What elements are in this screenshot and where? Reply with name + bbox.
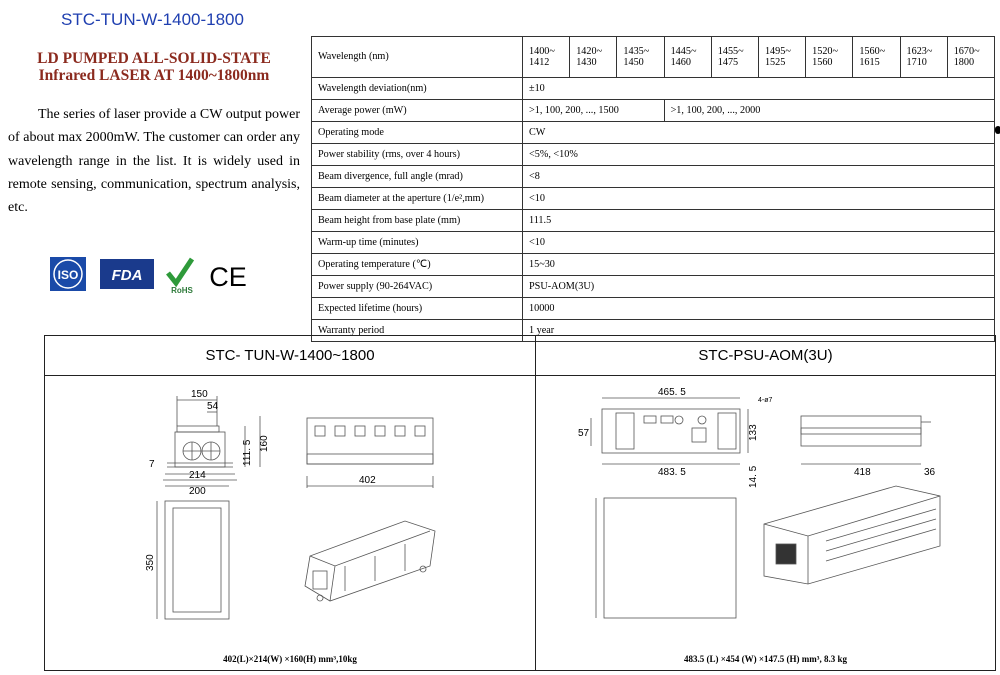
- wavelength-cell: 1435~ 1450: [617, 37, 664, 78]
- row-label: Operating mode: [312, 122, 523, 144]
- laser-caption: 402(L)×214(W) ×160(H) mm³,10kg: [223, 654, 357, 664]
- svg-text:FDA: FDA: [111, 267, 143, 284]
- row-label: Expected lifetime (hours): [312, 298, 523, 320]
- rohs-logo: [168, 259, 194, 295]
- svg-text:402: 402: [359, 475, 376, 486]
- table-row: [312, 254, 995, 276]
- svg-text:36: 36: [924, 467, 936, 478]
- table-row: [312, 276, 995, 298]
- table-row: [312, 122, 995, 144]
- table-row: [312, 78, 995, 100]
- psu-panel-title: STC-PSU-AOM(3U): [536, 336, 995, 376]
- svg-text:4-ø7: 4-ø7: [758, 397, 773, 404]
- svg-text:150: 150: [191, 389, 208, 400]
- ce-logo: [209, 262, 247, 292]
- row-label: Average power (mW): [312, 100, 523, 122]
- svg-text:7: 7: [149, 459, 155, 470]
- row-value: <10: [523, 188, 995, 210]
- table-row: [312, 166, 995, 188]
- row-value: 111.5: [523, 210, 995, 232]
- table-row: [312, 298, 995, 320]
- laser-panel-title: STC- TUN-W-1400~1800: [45, 336, 535, 376]
- svg-text:350: 350: [145, 554, 156, 571]
- row-label: Wavelength deviation(nm): [312, 78, 523, 100]
- description: The series of laser provide a CW output power of about max 2000mW. The customer can order any wavelength range in the list. It is widely used in remote sensing, communication, spectrum analysis, etc.: [8, 107, 300, 216]
- bullet-dot: [995, 126, 1000, 134]
- wavelength-cell: 1495~ 1525: [758, 37, 805, 78]
- row-label: Warranty period: [312, 320, 523, 342]
- row-value: PSU-AOM(3U): [523, 276, 995, 298]
- wavelength-cell: 1445~ 1460: [664, 37, 711, 78]
- wavelength-cell: 1623~ 1710: [900, 37, 947, 78]
- certification-logos: [50, 255, 260, 300]
- table-row: [312, 210, 995, 232]
- laser-drawing: [45, 376, 535, 646]
- svg-text:160: 160: [259, 435, 270, 452]
- table-row: [312, 188, 995, 210]
- svg-text:111. 5: 111. 5: [242, 439, 253, 466]
- row-value: CW: [523, 122, 995, 144]
- svg-text:483. 5: 483. 5: [658, 467, 686, 478]
- svg-text:214: 214: [189, 470, 206, 481]
- row-label: Operating temperature (℃): [312, 254, 523, 276]
- row-value: 15~30: [523, 254, 995, 276]
- fda-logo: [100, 259, 154, 289]
- table-row: [312, 144, 995, 166]
- model-title: STC-TUN-W-1400-1800: [61, 10, 244, 29]
- svg-text:57: 57: [578, 428, 590, 439]
- wavelength-cell: 1670~ 1800: [947, 37, 994, 78]
- row-value: <5%, <10%: [523, 144, 995, 166]
- heading-line-2: Infrared LASER AT 1400~1800nm: [38, 67, 270, 84]
- row-value: 10000: [523, 298, 995, 320]
- wavelength-cell: 1520~ 1560: [806, 37, 853, 78]
- svg-text:200: 200: [189, 486, 206, 497]
- psu-caption: 483.5 (L) ×454 (W) ×147.5 (H) mm³, 8.3 kg: [684, 654, 847, 664]
- laser-drawing-panel: [45, 336, 536, 670]
- psu-drawing-panel: [536, 336, 995, 670]
- svg-text:418: 418: [854, 467, 871, 478]
- iso-logo: [50, 257, 86, 291]
- wavelength-cell: 1400~ 1412: [523, 37, 570, 78]
- table-row: [312, 232, 995, 254]
- row-value-2: >1, 100, 200, ..., 2000: [664, 100, 994, 122]
- row-value: ±10: [523, 78, 995, 100]
- svg-text:133: 133: [748, 424, 759, 441]
- svg-text:ISO: ISO: [57, 268, 79, 282]
- svg-text:14. 5: 14. 5: [748, 465, 759, 488]
- wavelength-cell: 1560~ 1615: [853, 37, 900, 78]
- table-row: [312, 37, 995, 78]
- row-label: Beam height from base plate (mm): [312, 210, 523, 232]
- row-value: >1, 100, 200, ..., 1500: [523, 100, 665, 122]
- spec-table: [311, 36, 995, 342]
- psu-drawing: [536, 376, 994, 646]
- row-label: Warm-up time (minutes): [312, 232, 523, 254]
- row-label: Beam divergence, full angle (mrad): [312, 166, 523, 188]
- heading-line-1: LD PUMPED ALL-SOLID-STATE: [37, 50, 271, 67]
- row-label: Power stability (rms, over 4 hours): [312, 144, 523, 166]
- row-value: <10: [523, 232, 995, 254]
- row-label: Power supply (90-264VAC): [312, 276, 523, 298]
- svg-text:CE: CE: [209, 262, 247, 292]
- drawings-box: [44, 335, 996, 671]
- row-label: Beam diameter at the aperture (1/e²,mm): [312, 188, 523, 210]
- wavelength-cell: 1420~ 1430: [570, 37, 617, 78]
- wavelength-label: Wavelength (nm): [312, 37, 523, 78]
- wavelength-cell: 1455~ 1475: [711, 37, 758, 78]
- svg-text:RoHS: RoHS: [171, 286, 193, 295]
- table-row: [312, 100, 995, 122]
- row-value: <8: [523, 166, 995, 188]
- svg-text:54: 54: [207, 401, 219, 412]
- svg-text:465. 5: 465. 5: [658, 387, 686, 398]
- row-value: 1 year: [523, 320, 995, 342]
